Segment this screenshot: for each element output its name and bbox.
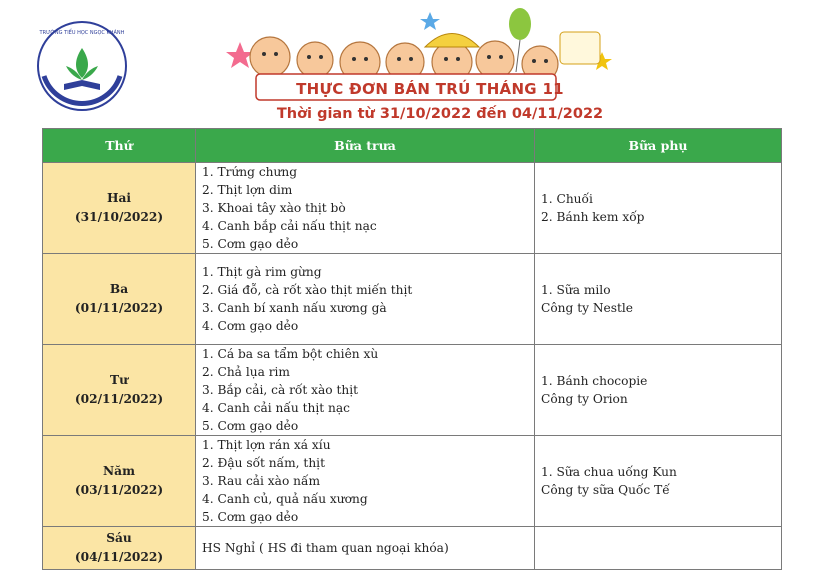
day-date: (03/11/2022) <box>74 483 164 497</box>
day-cell <box>43 345 196 436</box>
snack-item: Công ty sữa Quốc Tế <box>541 483 670 497</box>
lunch-item: 5. Cơm gạo dẻo <box>202 419 299 433</box>
lunch-item: 1. Cá ba sa tẩm bột chiên xù <box>202 347 379 361</box>
lunch-cell <box>196 254 535 345</box>
date-range-subtitle: Thời gian từ 31/10/2022 đến 04/11/2022 <box>276 106 604 122</box>
snack-cell <box>535 254 782 345</box>
day-name: Năm <box>103 464 135 478</box>
snack-item: 1. Bánh chocopie <box>541 374 648 388</box>
column-header-lunch: Bữa trưa <box>196 129 535 163</box>
table-row <box>43 163 782 254</box>
table-row <box>43 436 782 527</box>
lunch-cell <box>196 163 535 254</box>
day-name: Ba <box>109 282 129 296</box>
lunch-item: 2. Chả lụa rim <box>202 365 290 379</box>
lunch-item: 1. Trứng chưng <box>202 165 298 179</box>
lunch-cell <box>196 436 535 527</box>
snack-item: Công ty Orion <box>541 392 628 406</box>
day-date: (02/11/2022) <box>74 392 164 406</box>
day-name: Hai <box>106 191 132 205</box>
page-title: THỰC ĐƠN BÁN TRÚ THÁNG 11 <box>296 80 564 98</box>
lunch-item: 1. Thịt lợn rán xá xíu <box>202 438 331 452</box>
snack-item: 1. Sữa milo <box>541 283 611 297</box>
lunch-item: 5. Cơm gạo dẻo <box>202 510 299 524</box>
table-row <box>43 527 782 570</box>
lunch-cell <box>196 345 535 436</box>
lunch-cell <box>196 527 535 570</box>
day-name: Sáu <box>106 531 132 545</box>
snack-item: 1. Sữa chua uống Kun <box>541 465 677 479</box>
snack-item: Công ty Nestle <box>541 301 633 315</box>
lunch-item: 3. Canh bí xanh nấu xương gà <box>202 301 387 315</box>
lunch-item: 1. Thịt gà rim gừng <box>202 265 322 279</box>
lunch-item: 3. Khoai tây xào thịt bò <box>202 201 346 215</box>
day-cell <box>43 527 196 570</box>
snack-item: 1. Chuối <box>541 192 593 206</box>
table-row <box>43 345 782 436</box>
day-cell <box>43 436 196 527</box>
lunch-item: 4. Canh bắp cải nấu thịt nạc <box>202 219 377 233</box>
lunch-item: 4. Canh củ, quả nấu xương <box>202 492 368 506</box>
lunch-item: 3. Rau cải xào nấm <box>202 474 321 488</box>
lunch-item: 2. Thịt lợn dim <box>202 183 293 197</box>
school-logo <box>34 18 130 114</box>
lunch-item: HS Nghỉ ( HS đi tham quan ngoại khóa) <box>202 541 449 555</box>
snack-item: 2. Bánh kem xốp <box>541 210 645 224</box>
day-date: (04/11/2022) <box>74 550 164 564</box>
lunch-item: 3. Bắp cải, cà rốt xào thịt <box>202 383 359 397</box>
day-date: (31/10/2022) <box>74 210 164 224</box>
column-header-day: Thứ <box>43 129 196 163</box>
column-header-snack: Bữa phụ <box>535 129 782 163</box>
snack-cell <box>535 436 782 527</box>
day-date: (01/11/2022) <box>74 301 164 315</box>
table-header-row <box>43 129 782 163</box>
day-cell <box>43 254 196 345</box>
lunch-item: 5. Cơm gạo dẻo <box>202 237 299 251</box>
day-name: Tư <box>110 373 128 387</box>
lunch-item: 2. Giá đỗ, cà rốt xào thịt miến thịt <box>202 283 413 297</box>
snack-cell <box>535 345 782 436</box>
table-row <box>43 254 782 345</box>
snack-cell <box>535 527 782 570</box>
lunch-item: 2. Đậu sốt nấm, thịt <box>202 456 325 470</box>
lunch-item: 4. Cơm gạo dẻo <box>202 319 299 333</box>
snack-cell <box>535 163 782 254</box>
logo-text: TRƯỜNG TIỂU HỌC NGỌC KHÁNH <box>39 30 125 36</box>
day-cell <box>43 163 196 254</box>
lunch-item: 4. Canh cải nấu thịt nạc <box>202 401 350 415</box>
lunch-menu-table <box>42 128 782 570</box>
